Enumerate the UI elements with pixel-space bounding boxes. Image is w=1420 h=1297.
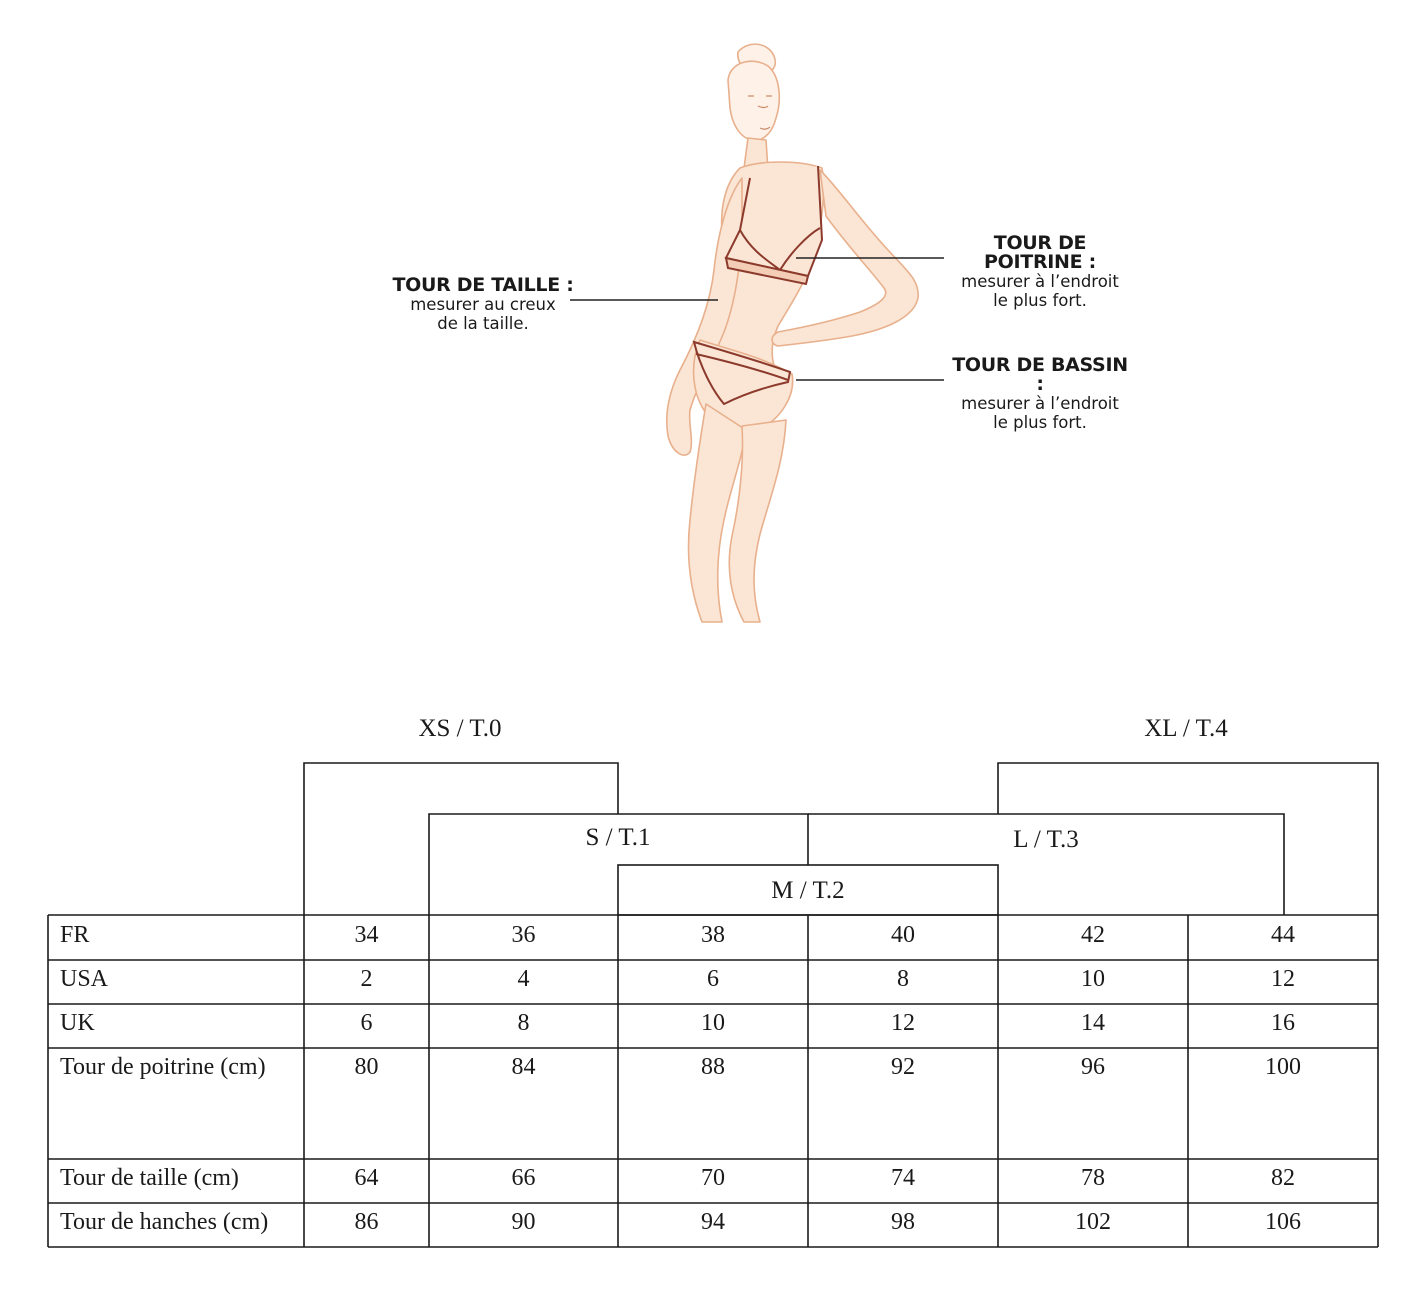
- size-label-xs: XS / T.0: [418, 715, 502, 742]
- table-cell: 6: [360, 1010, 373, 1036]
- table-cell: 6: [707, 966, 719, 992]
- bust-callout-desc-line1: mesurer à l’endroit: [961, 272, 1119, 291]
- table-cell: 66: [511, 1165, 536, 1191]
- table-cell: 82: [1271, 1165, 1295, 1191]
- table-cell: 92: [891, 1054, 915, 1080]
- table-cell: 40: [891, 922, 915, 948]
- table-cell: 12: [1271, 966, 1295, 992]
- table-cell: 4: [517, 966, 530, 992]
- table-cell: 12: [891, 1010, 915, 1036]
- size-label-xl: XL / T.4: [1144, 715, 1228, 742]
- table-cell: 34: [354, 922, 379, 948]
- table-cell: 98: [891, 1209, 915, 1235]
- table-cell: 78: [1081, 1165, 1105, 1191]
- size-label-s: S / T.1: [585, 824, 651, 851]
- table-cell: 36: [511, 922, 536, 948]
- table-cell: 14: [1081, 1010, 1105, 1036]
- hip-callout-title: TOUR DE BASSIN :: [952, 354, 1128, 395]
- table-cell: 84: [511, 1054, 536, 1080]
- table-cell: 100: [1265, 1054, 1301, 1080]
- table-cell: 102: [1075, 1209, 1111, 1235]
- table-cell: 94: [701, 1209, 725, 1235]
- table-cell: 10: [701, 1010, 725, 1036]
- table-cell: 70: [701, 1165, 725, 1191]
- table-cell: 96: [1081, 1054, 1105, 1080]
- table-cell: 88: [701, 1054, 725, 1080]
- size-label-l: L / T.3: [1013, 826, 1079, 853]
- table-cell: 74: [891, 1165, 915, 1191]
- waist-callout-desc-line2: de la taille.: [437, 314, 529, 333]
- table-cell: 2: [360, 966, 373, 992]
- table-cell: 44: [1271, 922, 1295, 948]
- hip-callout-desc-line1: mesurer à l’endroit: [961, 394, 1119, 413]
- table-cell: 38: [701, 922, 725, 948]
- table-cell: 42: [1081, 922, 1105, 948]
- row-label: FR: [60, 922, 90, 948]
- waist-callout-desc-line1: mesurer au creux: [410, 295, 556, 314]
- hip-callout-desc-line2: le plus fort.: [993, 413, 1087, 432]
- table-cell: 90: [511, 1209, 536, 1235]
- table-cell: 8: [517, 1010, 530, 1036]
- row-label: UK: [60, 1010, 95, 1036]
- table-cell: 8: [897, 966, 909, 992]
- row-label: Tour de taille (cm): [60, 1165, 239, 1191]
- bust-callout-title: TOUR DE POITRINE :: [984, 232, 1096, 273]
- row-label: Tour de poitrine (cm): [60, 1054, 266, 1080]
- size-label-m: M / T.2: [771, 877, 845, 904]
- table-cell: 86: [354, 1209, 379, 1235]
- table-cell: 10: [1081, 966, 1105, 992]
- table-cell: 64: [354, 1165, 379, 1191]
- row-label: USA: [60, 966, 109, 992]
- table-cell: 80: [354, 1054, 379, 1080]
- table-cell: 106: [1265, 1209, 1301, 1235]
- bust-callout-desc-line2: le plus fort.: [993, 291, 1087, 310]
- waist-callout-title: TOUR DE TAILLE :: [392, 274, 574, 296]
- table-cell: 16: [1271, 1010, 1295, 1036]
- row-label: Tour de hanches (cm): [60, 1209, 269, 1235]
